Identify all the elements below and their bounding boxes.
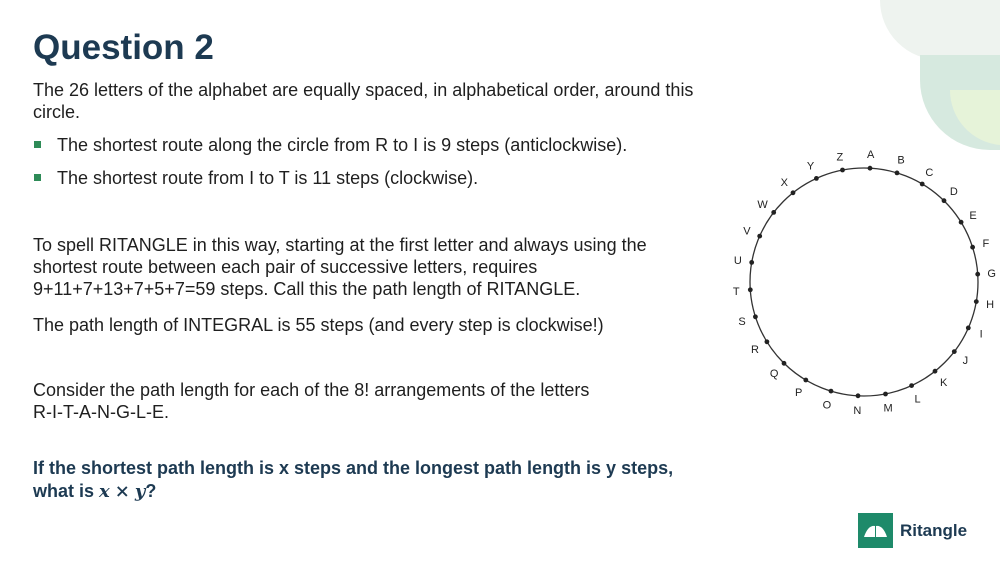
corner-decoration	[800, 0, 1000, 150]
letter-point-m	[883, 392, 888, 397]
letter-point-g	[975, 272, 980, 277]
letter-point-h	[974, 299, 979, 304]
math-var-x: x	[99, 481, 110, 502]
integral-paragraph: The path length of INTEGRAL is 55 steps (and every step is clockwise!)	[33, 315, 604, 335]
letter-label-i: I	[979, 328, 983, 341]
letter-point-b	[895, 171, 900, 176]
letter-label-x: X	[780, 176, 788, 189]
letter-label-z: Z	[836, 151, 844, 164]
letter-label-a: A	[867, 149, 875, 162]
letter-point-k	[933, 369, 938, 374]
spell-line: shortest route between each pair of successive letters, requires	[33, 257, 538, 277]
letter-label-p: P	[795, 387, 803, 400]
circle-letters	[733, 149, 996, 417]
letter-point-r	[765, 339, 770, 344]
bullet-text: The shortest route from I to T is 11 steps (clockwise).	[57, 168, 479, 188]
letter-point-n	[856, 393, 861, 398]
letter-point-w	[771, 210, 776, 215]
letter-point-d	[942, 198, 947, 203]
letter-label-b: B	[897, 154, 905, 167]
spell-paragraph	[33, 234, 713, 300]
letter-label-o: O	[822, 399, 832, 412]
letter-label-k: K	[940, 377, 948, 390]
question-line: If the shortest path length is x steps and the longest path length is y steps,	[33, 458, 674, 478]
letter-point-x	[791, 190, 796, 195]
math-var-y: y	[134, 481, 146, 502]
letter-label-w: W	[757, 198, 768, 211]
letter-label-e: E	[969, 209, 977, 222]
letter-point-z	[840, 168, 845, 173]
letter-point-c	[920, 182, 925, 187]
letter-label-u: U	[733, 254, 742, 267]
letter-point-s	[753, 314, 758, 319]
letter-point-q	[782, 361, 787, 366]
question-suffix: ?	[145, 481, 157, 501]
letter-label-f: F	[982, 237, 990, 250]
consider-line: Consider the path length for each of the 8! arrangements of the letters	[33, 380, 590, 400]
list-item	[33, 134, 713, 156]
letter-label-m: M	[883, 402, 893, 415]
consider-line: R-I-T-A-N-G-L-E.	[33, 402, 169, 422]
letter-point-v	[757, 234, 762, 239]
spell-line: 9+11+7+13+7+5+7=59 steps. Call this the path length of RITANGLE.	[33, 279, 581, 299]
spell-line: To spell RITANGLE in this way, starting at the first letter and always using the	[33, 235, 647, 255]
letter-label-h: H	[986, 299, 995, 312]
ritangle-logo	[858, 513, 967, 548]
letter-point-t	[748, 287, 753, 292]
letter-label-n: N	[853, 404, 862, 417]
letter-point-e	[959, 220, 964, 225]
letter-label-r: R	[751, 344, 759, 357]
intro-line: The 26 letters of the alphabet are equally spaced, in alphabetical order, around this	[33, 80, 694, 100]
letter-label-j: J	[962, 355, 969, 368]
letter-point-a	[868, 166, 873, 171]
letter-label-q: Q	[769, 368, 779, 381]
letter-label-v: V	[743, 225, 751, 238]
letter-point-i	[966, 326, 971, 331]
bullet-list	[33, 134, 713, 200]
letter-point-l	[909, 383, 914, 388]
list-item	[33, 167, 713, 189]
letter-label-t: T	[732, 285, 740, 298]
letter-label-l: L	[914, 393, 921, 406]
letter-point-j	[952, 349, 957, 354]
letter-label-g: G	[987, 268, 996, 281]
question-prefix: what is	[33, 481, 100, 501]
logo-text: Ritangle	[900, 520, 968, 540]
question-text	[33, 457, 733, 503]
letter-label-d: D	[949, 185, 958, 198]
letter-point-y	[814, 176, 819, 181]
letter-label-c: C	[925, 166, 934, 179]
intro-line: circle.	[33, 102, 81, 122]
letter-point-u	[749, 260, 754, 265]
square-bullet-icon	[34, 174, 41, 181]
letter-point-p	[803, 378, 808, 383]
letter-label-y: Y	[806, 160, 815, 173]
letter-label-s: S	[738, 316, 746, 329]
letter-point-o	[829, 389, 834, 394]
math-times: ×	[114, 481, 130, 502]
letter-point-f	[970, 245, 975, 250]
alphabet-circle-diagram	[725, 145, 1000, 420]
consider-paragraph	[33, 379, 713, 423]
bullet-text: The shortest route along the circle from R to I is 9 steps (anticlockwise).	[57, 135, 628, 155]
square-bullet-icon	[34, 141, 41, 148]
page-title: Question 2	[33, 28, 214, 67]
logo-mark-icon	[858, 513, 893, 548]
intro-text	[33, 79, 733, 123]
